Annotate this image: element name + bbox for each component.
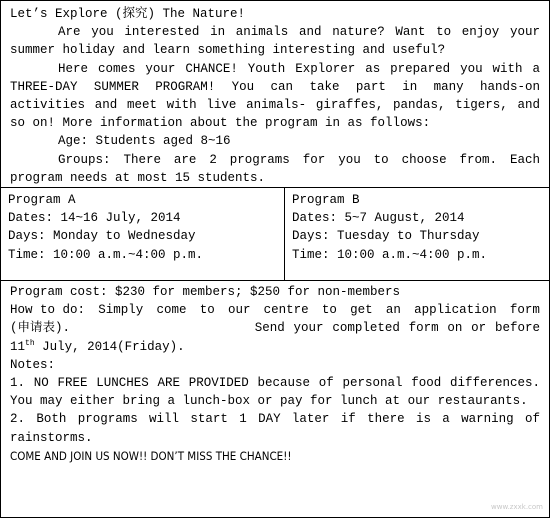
programs-table <box>1 187 549 281</box>
page-title: Let’s Explore (探究) The Nature! <box>10 7 246 21</box>
note-1: 1. NO FREE LUNCHES ARE PROVIDED because of personal food differences. You may either bring a lunch-box or pay for lunch at our restaurants. <box>10 376 540 409</box>
groups-line: Groups: There are 2 programs for you to choose from. Each program needs at most 15 students. <box>10 152 540 185</box>
notes-heading: Notes: <box>10 357 56 372</box>
howto-word: to <box>321 303 337 318</box>
howto-word: get <box>350 303 373 318</box>
program-b-cell <box>285 188 549 280</box>
closing-line: COME AND JOIN US NOW!! DON’T MISS THE CHANCE!! <box>10 448 292 463</box>
howto-word: before <box>494 321 540 336</box>
details-section <box>1 283 549 465</box>
howto-word: application <box>414 303 497 318</box>
age-line: Age: Students aged 8~16 <box>58 134 231 149</box>
howto-word: centre <box>263 303 309 318</box>
howto-line-2 <box>10 319 540 337</box>
howto-line-1 <box>10 301 540 319</box>
intro-paragraph-1: Are you interested in animals and nature? Want to enjoy your summer holiday and learn something interesting and useful? <box>10 25 540 58</box>
note-2: 2. Both programs will start 1 DAY later if there is a warning of rainstorms. <box>10 412 540 445</box>
program-b-days: Days: Tuesday to Thursday <box>292 229 480 244</box>
program-a-time: Time: 10:00 a.m.~4:00 p.m. <box>8 247 204 262</box>
program-a-name: Program A <box>8 193 76 207</box>
howto-word: Simply <box>98 303 144 318</box>
howto-word: on <box>447 321 463 336</box>
program-a-days: Days: Monday to Wednesday <box>8 229 196 244</box>
intro-section <box>1 1 549 187</box>
program-b-dates: Dates: 5~7 August, 2014 <box>292 211 465 226</box>
program-b-time: Time: 10:00 a.m.~4:00 p.m. <box>292 247 488 262</box>
program-a-dates: Dates: 14~16 July, 2014 <box>8 211 181 226</box>
deadline-ordinal: th <box>25 338 35 348</box>
program-a-cell <box>1 188 285 280</box>
howto-word: form <box>408 321 439 336</box>
howto-word: How to do: <box>10 303 86 318</box>
cost-line: Program cost: $230 for members; $250 for non-members <box>10 285 401 299</box>
application-form-chinese: (申请表). <box>10 321 71 336</box>
howto-word: to <box>199 303 215 318</box>
intro-paragraph-2: Here comes your CHANCE! Youth Explorer as prepared you with a THREE-DAY SUMMER PROGRAM! You can take part in many hands-on activities and meet with live animals- giraffes, pandas, tigers, and so on! More information about the program in as follows: <box>10 61 540 131</box>
deadline-rest: July, 2014(Friday). <box>34 339 185 354</box>
howto-word: Send <box>254 321 285 336</box>
deadline-day: 11 <box>10 339 26 354</box>
howto-word: your <box>293 321 324 336</box>
howto-word: come <box>156 303 187 318</box>
howto-word: completed <box>332 321 400 336</box>
watermark: www.zxxk.com <box>491 502 543 511</box>
howto-word: an <box>385 303 401 318</box>
howto-word: our <box>227 303 251 318</box>
deadline-line <box>10 338 540 356</box>
program-b-name: Program B <box>292 193 360 207</box>
howto-word: or <box>471 321 487 336</box>
howto-word: form <box>509 303 540 318</box>
